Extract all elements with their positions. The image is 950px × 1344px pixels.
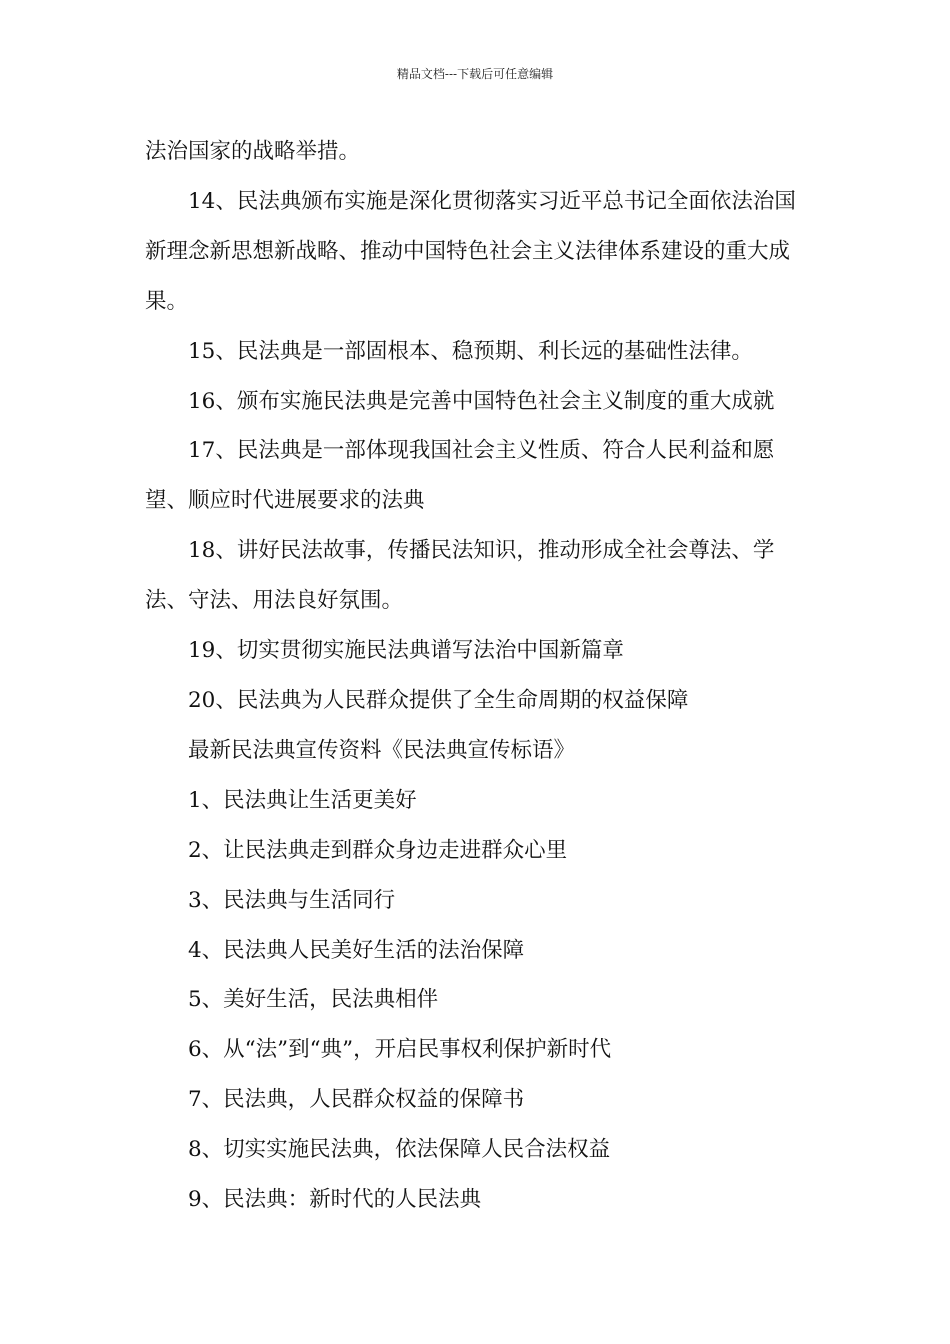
slogan-item-8: 8、切实实施民法典，依法保障人民合法权益 [188,1137,611,1163]
slogan-item-3: 3、民法典与生活同行 [188,887,396,913]
paragraph-item-19: 19、切实贯彻实施民法典谱写法治中国新篇章 [188,638,624,664]
slogan-item-2: 2、让民法典走到群众身边走进群众心里 [188,837,568,863]
slogan-item-4: 4、民法典人民美好生活的法治保障 [188,937,525,963]
paragraph-item-14: 14、民法典颁布实施是深化贯彻落实习近平总书记全面依法治国新理念新思想新战略、推动中国特色社会主义法律体系建设的重大成果。 [145,188,796,314]
paragraph-item-18: 18、讲好民法故事，传播民法知识，推动形成全社会尊法、学法、守法、用法良好氛围。 [145,538,775,614]
paragraph-continuation: 法治国家的战略举措。 [145,139,361,164]
paragraph-item-15: 15、民法典是一部固根本、稳预期、利长远的基础性法律。 [188,338,753,364]
paragraph-item-16: 16、颁布实施民法典是完善中国特色社会主义制度的重大成就 [188,388,775,414]
section-heading: 最新民法典宣传资料《民法典宣传标语》 [188,737,576,763]
document-body [145,127,810,1225]
paragraph-item-17: 17、民法典是一部体现我国社会主义性质、符合人民利益和愿望、顺应时代进展要求的法典 [145,438,775,514]
slogan-item-5: 5、美好生活，民法典相伴 [188,987,439,1013]
slogan-item-6: 6、从“法”到“典”，开启民事权利保护新时代 [188,1037,612,1063]
paragraph-item-20: 20、民法典为人民群众提供了全生命周期的权益保障 [188,687,689,713]
page-header: 精品文档---下载后可任意编辑 [396,67,554,81]
slogan-item-7: 7、民法典，人民群众权益的保障书 [188,1087,525,1113]
slogan-item-9: 9、民法典：新时代的人民法典 [188,1187,482,1213]
slogan-item-1: 1、民法典让生活更美好 [188,787,417,813]
